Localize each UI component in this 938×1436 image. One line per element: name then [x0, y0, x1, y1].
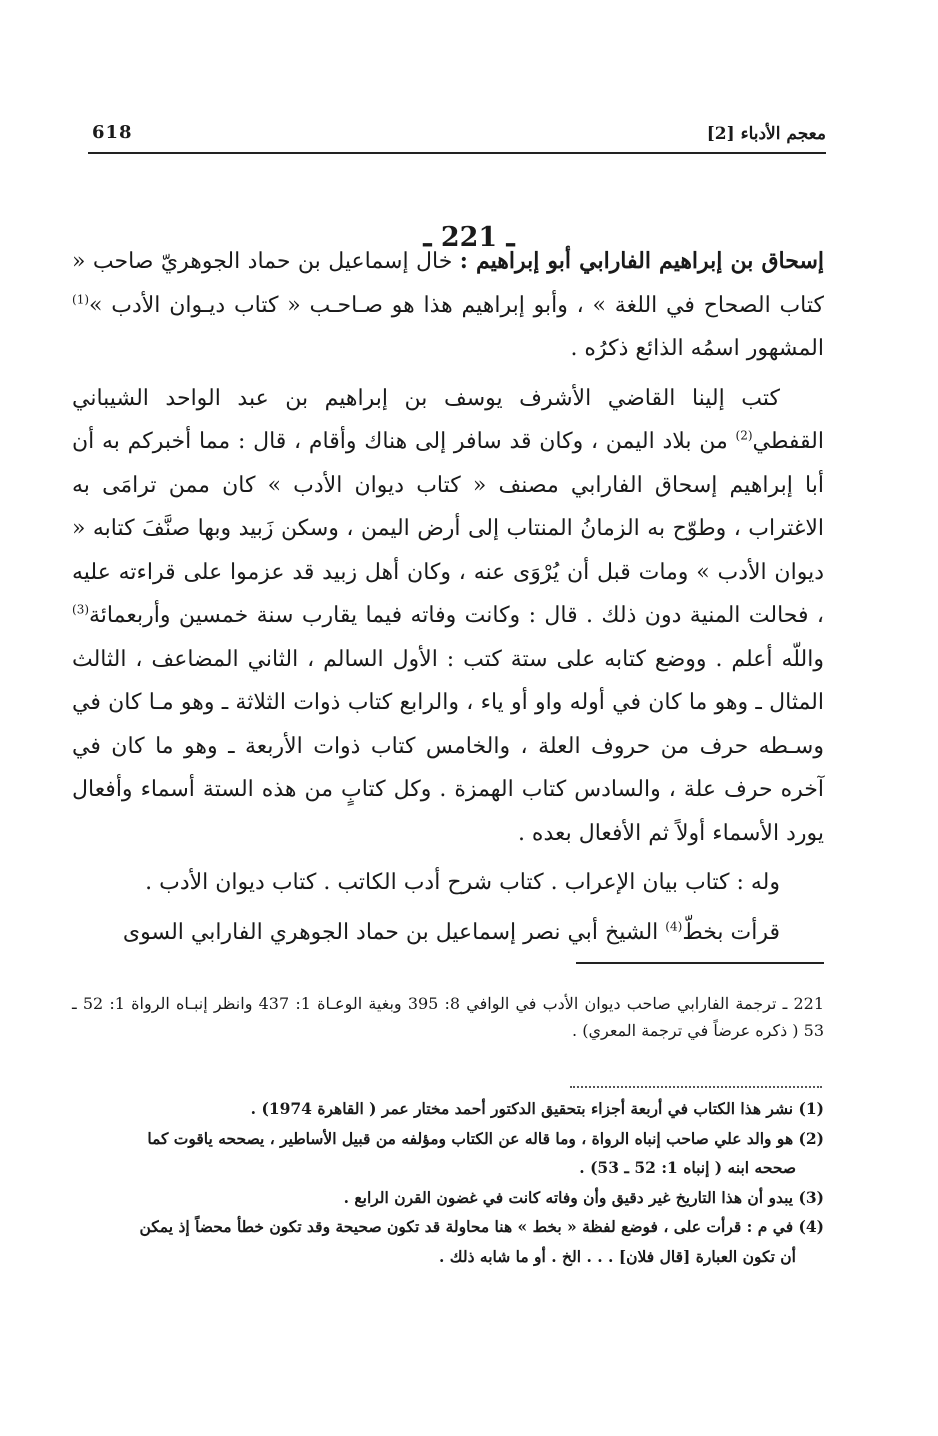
footnote-ref-1: (1): [72, 292, 90, 307]
source-note: [72, 990, 824, 1044]
entry-paragraph-1: [72, 240, 824, 371]
footnote-2: (2) هو والد علي صاحب إنباه الرواة ، وما قاله عن الكتاب ومؤلفه من قبيل الأساطير ، يصححه ياقوت كما: [147, 1128, 824, 1148]
entry-body: [72, 240, 824, 954]
paragraph-text: الشيخ أبي نصر إسماعيل بن حماد الجوهري الفارابي السوى: [122, 919, 666, 945]
entry-heading: إسحاق بن إبراهيم الفارابي أبو إبراهيم :: [459, 248, 824, 274]
footnote-4: (4) في م : قرأت على ، فوضع لفظة « بخط » هنا محاولة قد تكون صحيحة وقد تكون خطأ محضاً إذ يمكن: [139, 1217, 824, 1236]
footnote-ref-4: (4): [665, 919, 683, 934]
paragraph-text: واللّه أعلم . ووضع كتابه على ستة كتب : الأول السالم ، الثاني المضاعف ، الثالث المثال ـ وهو ما كان في أوله واو أو ياء ، والرابع كتاب ذوات الثلاثة ـ وهو مـا كان في وسـطه حرف من حروف العلة ، والخامس كتاب ذوات الأربعة ـ وهو ما كان في آخره حرف علة ، والسادس كتاب الهمزة . وكل كتابٍ من هذه الستة أسماء وأفعال يورد الأسماء أولاً ثم الأفعال بعده .: [72, 646, 824, 846]
paragraph-text: كتب إلينا القاضي الأشرف يوسف بن إبراهيم بن عبد الواحد الشيباني القفطي: [72, 385, 824, 454]
paragraph-text: من بلاد اليمن ، وكان قد سافر إلى هناك وأقام ، قال : مما أخبركم به أن أبا إبراهيم إسحاق الفارابي مصنف « كتاب ديوان الأدب » كان ممن ترامَى به الاغتراب ، وطوّح به الزمانُ المنتاب إلى أرض اليمن ، وسكن زَبيد وبها صنَّفَ كتابه « ديوان الأدب » ومات قبل أن يُرْوَى عنه ، وكان أهل زبيد قد عزموا على قراءته عليه ، فحالت المنية دون ذلك . قال : وكانت وفاته فيما يقارب سنة خمسين وأربعمائة: [72, 429, 824, 628]
page-number: 618: [92, 122, 133, 143]
footnote-3: (3) يبدو أن هذا التاريخ غير دقيق وأن وفاته كانت في غضون القرن الرابع .: [343, 1187, 824, 1207]
footnotes: [72, 1096, 824, 1273]
entry-paragraph-3: [72, 861, 824, 905]
footnote-1: (1) نشر هذا الكتاب في أربعة أجزاء بتحقيق الدكتور أحمد مختار عمر ( القاهرة 1974) .: [250, 1099, 824, 1118]
footnote-4-continuation: أن تكون العبارة [قال فلان] . . . الخ . أو ما شابه ذلك .: [439, 1246, 796, 1266]
footnote-ref-3: (3): [72, 602, 90, 617]
entry-paragraph-4: [72, 911, 824, 955]
footnote-separator: [576, 962, 824, 964]
footnote-2-continuation: صححه ابنه ( إنباه 1: 52 ـ 53) .: [579, 1158, 796, 1177]
paragraph-text: وله : كتاب بيان الإعراب . كتاب شرح أدب الكاتب . كتاب ديوان الأدب .: [145, 870, 780, 895]
book-title: معجم الأدباء [2]: [706, 124, 826, 144]
entry-paragraph-2: [72, 377, 824, 856]
entry-number: ـ 221 ـ: [423, 222, 515, 253]
footnote-ref-2: (2): [735, 428, 753, 443]
dotted-separator: [570, 1086, 822, 1088]
running-header: [88, 116, 826, 154]
paragraph-text: المشهور اسمُه الذائع ذكرُه .: [570, 336, 824, 361]
paragraph-text: قرأت بخطّ: [682, 919, 780, 945]
source-note-text: 221 ـ ترجمة الفارابي صاحب ديوان الأدب في الوافي 8: 395 وبغية الوعـاة 1: 437 وانظر إنبـاه الرواة 1: 52 ـ 53 ( ذكره عرضاً في ترجمة المعري) .: [72, 994, 824, 1040]
paragraph-text: خال إسماعيل بن حماد الجوهريّ صاحب « كتاب الصحاح في اللغة » ، وأبو إبراهيم هذا هو صـاحـب « كتاب ديـوان الأدب »: [72, 249, 824, 318]
